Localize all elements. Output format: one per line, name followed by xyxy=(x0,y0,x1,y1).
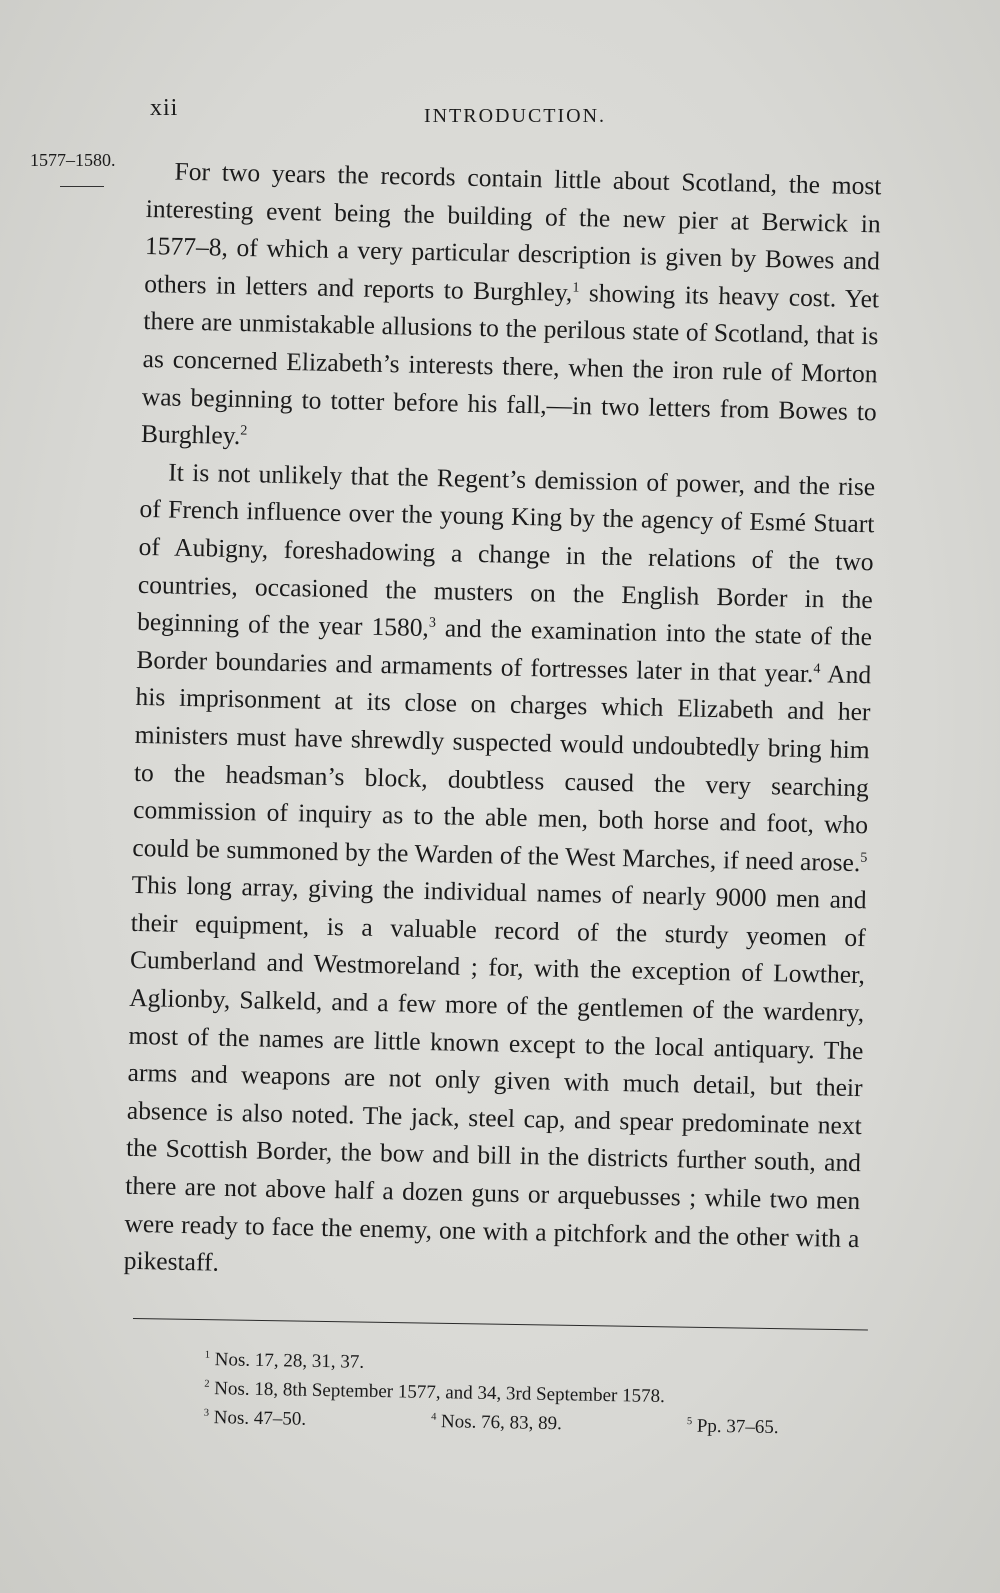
running-head: INTRODUCTION. xyxy=(423,105,607,127)
footnote-text: Pp. 37–65. xyxy=(696,1415,779,1439)
footnote-mark: 4 xyxy=(431,1411,437,1423)
footnote-mark: 2 xyxy=(204,1378,210,1390)
footnote-ref: 1 xyxy=(572,280,580,296)
footnote-mark: 5 xyxy=(686,1416,693,1428)
footnote-ref: 3 xyxy=(428,615,437,631)
footnotes xyxy=(203,1345,804,1442)
page-number: xii xyxy=(150,95,179,121)
footnote-ref: 2 xyxy=(240,423,248,439)
footnote-3 xyxy=(203,1403,306,1434)
footnote-ref: 5 xyxy=(860,850,868,866)
footnote-ref: 4 xyxy=(813,661,821,677)
footnote-text: Nos. 76, 83, 89. xyxy=(440,1411,563,1435)
paragraph-1 xyxy=(141,152,882,468)
text-segment: showing its heavy cost. Yet there are unmistakable allusions to the perilous state of Scotland, that is as concerned Elizabeth’s interests there, when the iron rule of Morton was beginning to totter before his fall,—in two letters from Bowes to Burghley. xyxy=(140,277,880,451)
footnote-mark: 3 xyxy=(203,1407,210,1419)
text-segment: and the examination into the state of the Border boundaries and armaments of fortresses later in that year. xyxy=(136,613,873,688)
body-text xyxy=(123,152,881,1295)
text-segment: And his imprisonment at its close on charges which Elizabeth and her ministers must have shrewdly suspected would undoubtedly bring him to the headsman’s block, doubtless caused the very searching commission of inquiry as to the able men, both horse and foot, who could be summoned by the Warden of the West Marches, if need arose. xyxy=(132,658,872,877)
text-segment: For two years the records contain little about Scotland, the most interesting event being the building of the new pier at Berwick in 1577–8, of which a very particular description is given by Bowes and others in letters and reports to Burghley, xyxy=(143,156,882,307)
margin-note-rule xyxy=(60,186,104,187)
paragraph-2 xyxy=(123,453,875,1295)
footnote-rule xyxy=(133,1318,868,1331)
text-segment: This long array, giving the individual names of nearly 9000 men and their equipment, is a valuable record of the sturdy yeomen of Cumberland and Westmoreland ; for, with the exception of Lowther, Aglionby, Salkeld, and a few more of the gentlemen of the wardenry, most of the names are little known except to the local antiquary. The arms and weapons are not only given with much detail, but their absence is also noted. The jack, steel cap, and spear predominate next the Scottish Border, the bow and bill in the districts further south, and there are not above half a dozen guns or arquebusses ; while two men were ready to face the enemy, one with a pitchfork and the other with a pikestaff. xyxy=(123,870,867,1277)
footnote-4 xyxy=(431,1407,562,1438)
footnote-5 xyxy=(687,1411,779,1442)
footnote-text: Nos. 18, 8th September 1577, and 34, 3rd September 1578. xyxy=(214,1378,665,1408)
text-segment: It is not unlikely that the Regent’s demission of power, and the rise of French influence over the young King by the agency of Esmé Stuart of Aubigny, foreshadowing a change in the relations of the two countries, occasioned the musters on the English Border in the beginning of the year 1580, xyxy=(136,457,876,643)
margin-date-note: 1577–1580. xyxy=(30,150,116,170)
footnote-mark: 1 xyxy=(204,1349,211,1361)
footnote-text: Nos. 17, 28, 31, 37. xyxy=(214,1349,365,1373)
footnote-text: Nos. 47–50. xyxy=(213,1407,307,1430)
